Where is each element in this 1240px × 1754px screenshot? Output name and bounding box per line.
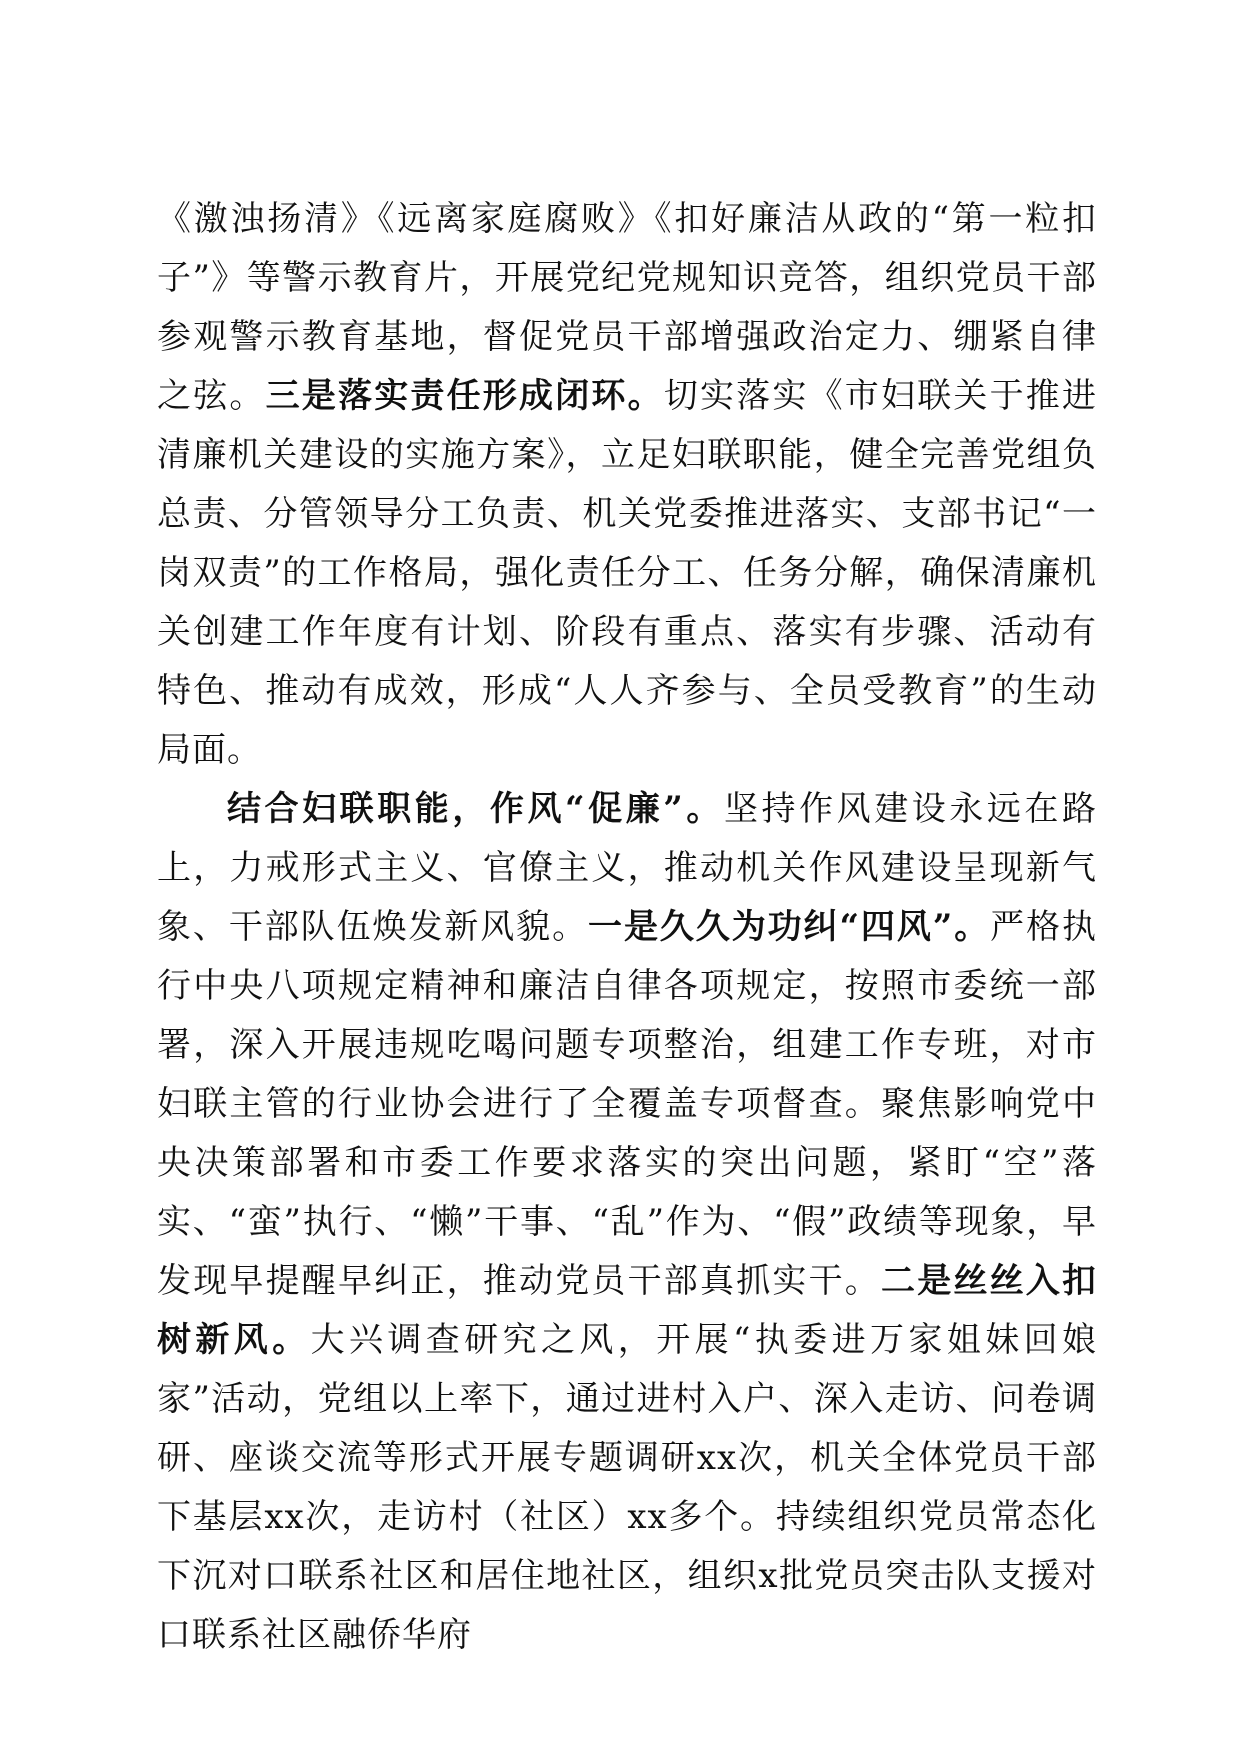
paragraph-2-section-heading: 结合妇联职能，作风“促廉”。 — [227, 789, 724, 829]
paragraph-2 — [157, 780, 1097, 1665]
paragraph-1-bold-heading: 三是落实责任形成闭环。 — [265, 376, 664, 416]
paragraph-2-text-run: 坚持作风建设永远在路上，力戒形式主义、官僚主义，推动机关作风建设呈现新气象、干部队伍焕发新风貌。 — [157, 789, 1097, 947]
paragraph-2-text-run: 大兴调查研究之风，开展“执委进万家姐妹回娘家”活动，党组以上率下，通过进村入户、深入走访、问卷调研、座谈交流等形式开展专题调研xx次，机关全体党员干部下基层xx次，走访村（社区）xx多个。持续组织党员常态化下沉对口联系社区和居住地社区，组织x批党员突击队支援对口联系社区融侨华府 — [157, 1320, 1097, 1655]
document-body — [157, 190, 1097, 1665]
paragraph-2-bold-heading: 一是久久为功纠“四风”。 — [588, 907, 991, 947]
paragraph-2-bold-heading: 二是丝丝入扣树新风。 — [157, 1261, 1097, 1360]
paragraph-2-text-run: 严格执行中央八项规定精神和廉洁自律各项规定，按照市委统一部署，深入开展违规吃喝问题专项整治，组建工作专班，对市妇联主管的行业协会进行了全覆盖专项督查。聚焦影响党中央决策部署和市委工作要求落实的突出问题，紧盯“空”落实、“蛮”执行、“懒”干事、“乱”作为、“假”政绩等现象，早发现早提醒早纠正，推动党员干部真抓实干。 — [157, 907, 1098, 1301]
paragraph-1-text-run: 切实落实《市妇联关于推进清廉机关建设的实施方案》，立足妇联职能，健全完善党组负总责、分管领导分工负责、机关党委推进落实、支部书记“一岗双责”的工作格局，强化责任分工、任务分解，确保清廉机关创建工作年度有计划、阶段有重点、落实有步骤、活动有特色、推动有成效，形成“人人齐参与、全员受教育”的生动局面。 — [157, 376, 1098, 770]
paragraph-1-text-run: 《激浊扬清》《远离家庭腐败》《扣好廉洁从政的“第一粒扣子”》等警示教育片，开展党纪党规知识竞答，组织党员干部参观警示教育基地，督促党员干部增强政治定力、绷紧自律之弦。 — [157, 199, 1097, 416]
paragraph-1 — [157, 190, 1097, 780]
